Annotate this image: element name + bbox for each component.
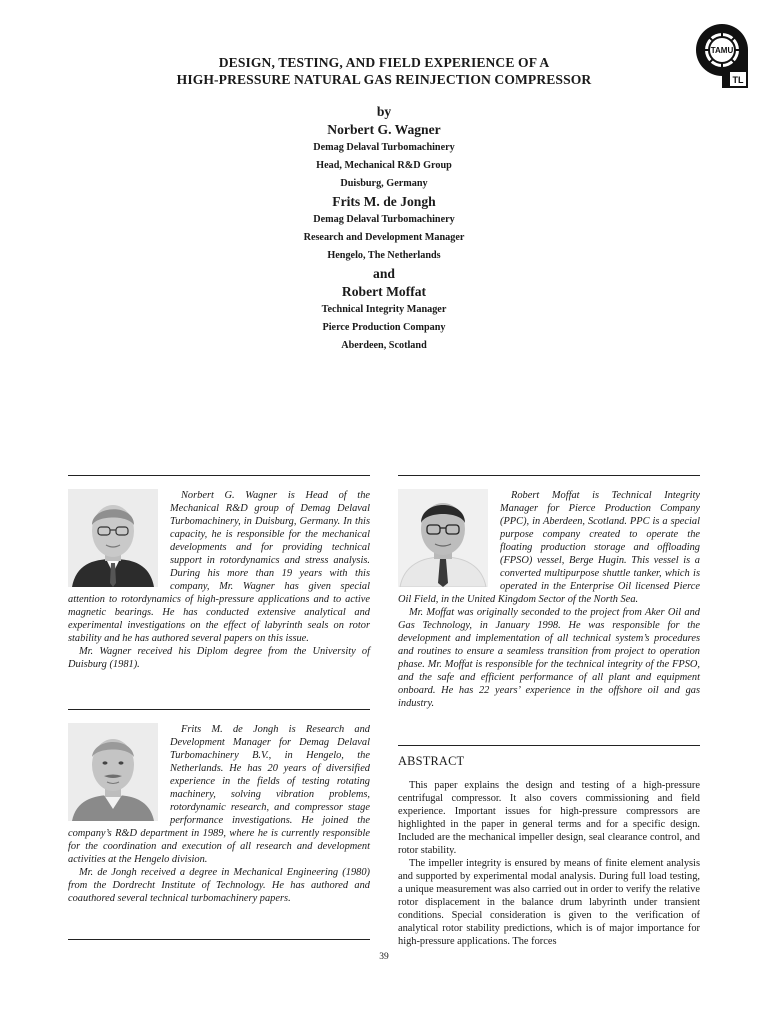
paper-title — [110, 54, 658, 88]
affiliation-line: Head, Mechanical R&D Group — [316, 160, 452, 171]
photo-wagner — [68, 489, 158, 587]
affiliation-line: Demag Delaval Turbomachinery — [313, 214, 455, 225]
abstract-paragraph: This paper explains the design and testing of a high-pressure centrifugal compressor. It also covers commissioning and field experience. Important issues for high-pressure compressors are highlighted in the paper in general terms and for a specific design. Included are the mechanical impeller design, seal clearance control, and rotor stability. — [398, 780, 700, 856]
title-line-1: DESIGN, TESTING, AND FIELD EXPERIENCE OF A — [218, 55, 550, 70]
svg-text:TL: TL — [732, 75, 744, 85]
divider — [398, 475, 700, 476]
author-name-2: Frits M. de Jongh — [332, 194, 436, 209]
affiliation-line: Demag Delaval Turbomachinery — [313, 142, 455, 153]
abstract-heading: ABSTRACT — [398, 754, 465, 768]
bio-wagner — [68, 489, 370, 671]
affiliation-line: Duisburg, Germany — [340, 178, 428, 189]
page-number: 39 — [379, 952, 389, 962]
svg-text:TAMU: TAMU — [710, 46, 734, 55]
abstract-paragraph: The impeller integrity is ensured by means of finite element analysis and supported by experimental modal analysis. During full load testing, a unique measurement was also carried out in order to verify the relative rotor displacement in the balance drum labyrinth under transient conditions. Special consideration is given to the verification of analytical rotor stability predictions, which is of major importance for high-pressure applications. The forces — [398, 858, 700, 947]
bio-paragraph: Norbert G. Wagner is Head of the Mechanical R&D group of Demag Delaval Turbomachinery, in Duisburg, Germany. In this capacity, he is responsible for the mechanical developments and for providing technical support in rotordynamics and stress analysis. During his more than 19 years with this company, Mr. Wagner has given special attention to rotordynamics of high-pressure applications and to active magnetic bearings. He has conducted extensive analytical and experimental investigations on the effect of labyrinth seals on rotor stability and he has authored several papers on this issue. — [68, 490, 370, 644]
bio-paragraph: Mr. Wagner received his Diplom degree from the University of Duisburg (1981). — [68, 646, 370, 670]
turbomachinery-symposium-logo — [694, 22, 750, 90]
author-name-3: Robert Moffat — [341, 284, 427, 299]
divider — [68, 475, 370, 476]
divider — [68, 939, 370, 940]
affiliation-line: Research and Development Manager — [303, 232, 465, 243]
photo-dejongh — [68, 723, 158, 821]
author-byline — [184, 103, 584, 355]
divider — [68, 709, 370, 710]
bio-paragraph: Robert Moffat is Technical Integrity Manager for Pierce Production Company (PPC), in Aberdeen, Scotland. PPC is a special purpose company created to operate the floating production storage and offloading (FPSO) vessel, Berge Hugin. This vessel is a converted multipurpose shuttle tanker, which is operated in the Enterprise Oil licensed Pierce Oil Field, in the United Kingdom Sector of the North Sea. — [398, 490, 700, 605]
by-label: by — [376, 104, 392, 119]
photo-moffat — [398, 489, 488, 587]
affiliation-line: Technical Integrity Manager — [321, 304, 447, 315]
affiliation-line: Aberdeen, Scotland — [341, 340, 427, 351]
bio-moffat — [398, 489, 700, 710]
affiliation-line: Hengelo, The Netherlands — [327, 250, 441, 261]
bio-paragraph: Mr. de Jongh received a degree in Mechanical Engineering (1980) from the Dordrecht Institute of Technology. He has authored and coauthored several technical turbomachinery papers. — [68, 867, 370, 904]
affiliation-line: Pierce Production Company — [322, 322, 446, 333]
author-name-1: Norbert G. Wagner — [327, 122, 441, 137]
abstract-section — [398, 754, 700, 948]
bio-paragraph: Mr. Moffat was originally seconded to the project from Aker Oil and Gas Technology, in January 1998. He was responsible for the development and implementation of all technical system’s procedures and routines to ensure a seamless transition from project to operation phase. Mr. Moffat is responsible for the technical integrity of the FPSO, and the safe and efficient performance of all plant and equipment onboard. He has 22 years’ experience in the offshore oil and gas industry. — [398, 607, 700, 709]
bio-dejongh — [68, 723, 370, 905]
and-label: and — [373, 266, 395, 281]
divider — [398, 745, 700, 746]
bio-paragraph: Frits M. de Jongh is Research and Development Manager for Demag Delaval Turbomachinery B.V., in Hengelo, the Netherlands. He has 20 years of diversified experience in the fields of testing rotating machinery, solving vibration problems, rotordynamic research, and compressor stage performance investigations. He joined the company’s R&D department in 1989, where he is currently responsible for the coordination and execution of all research and development activities at the Hengelo division. — [68, 724, 370, 865]
title-line-2: HIGH-PRESSURE NATURAL GAS REINJECTION COMPRESSOR — [176, 72, 592, 87]
